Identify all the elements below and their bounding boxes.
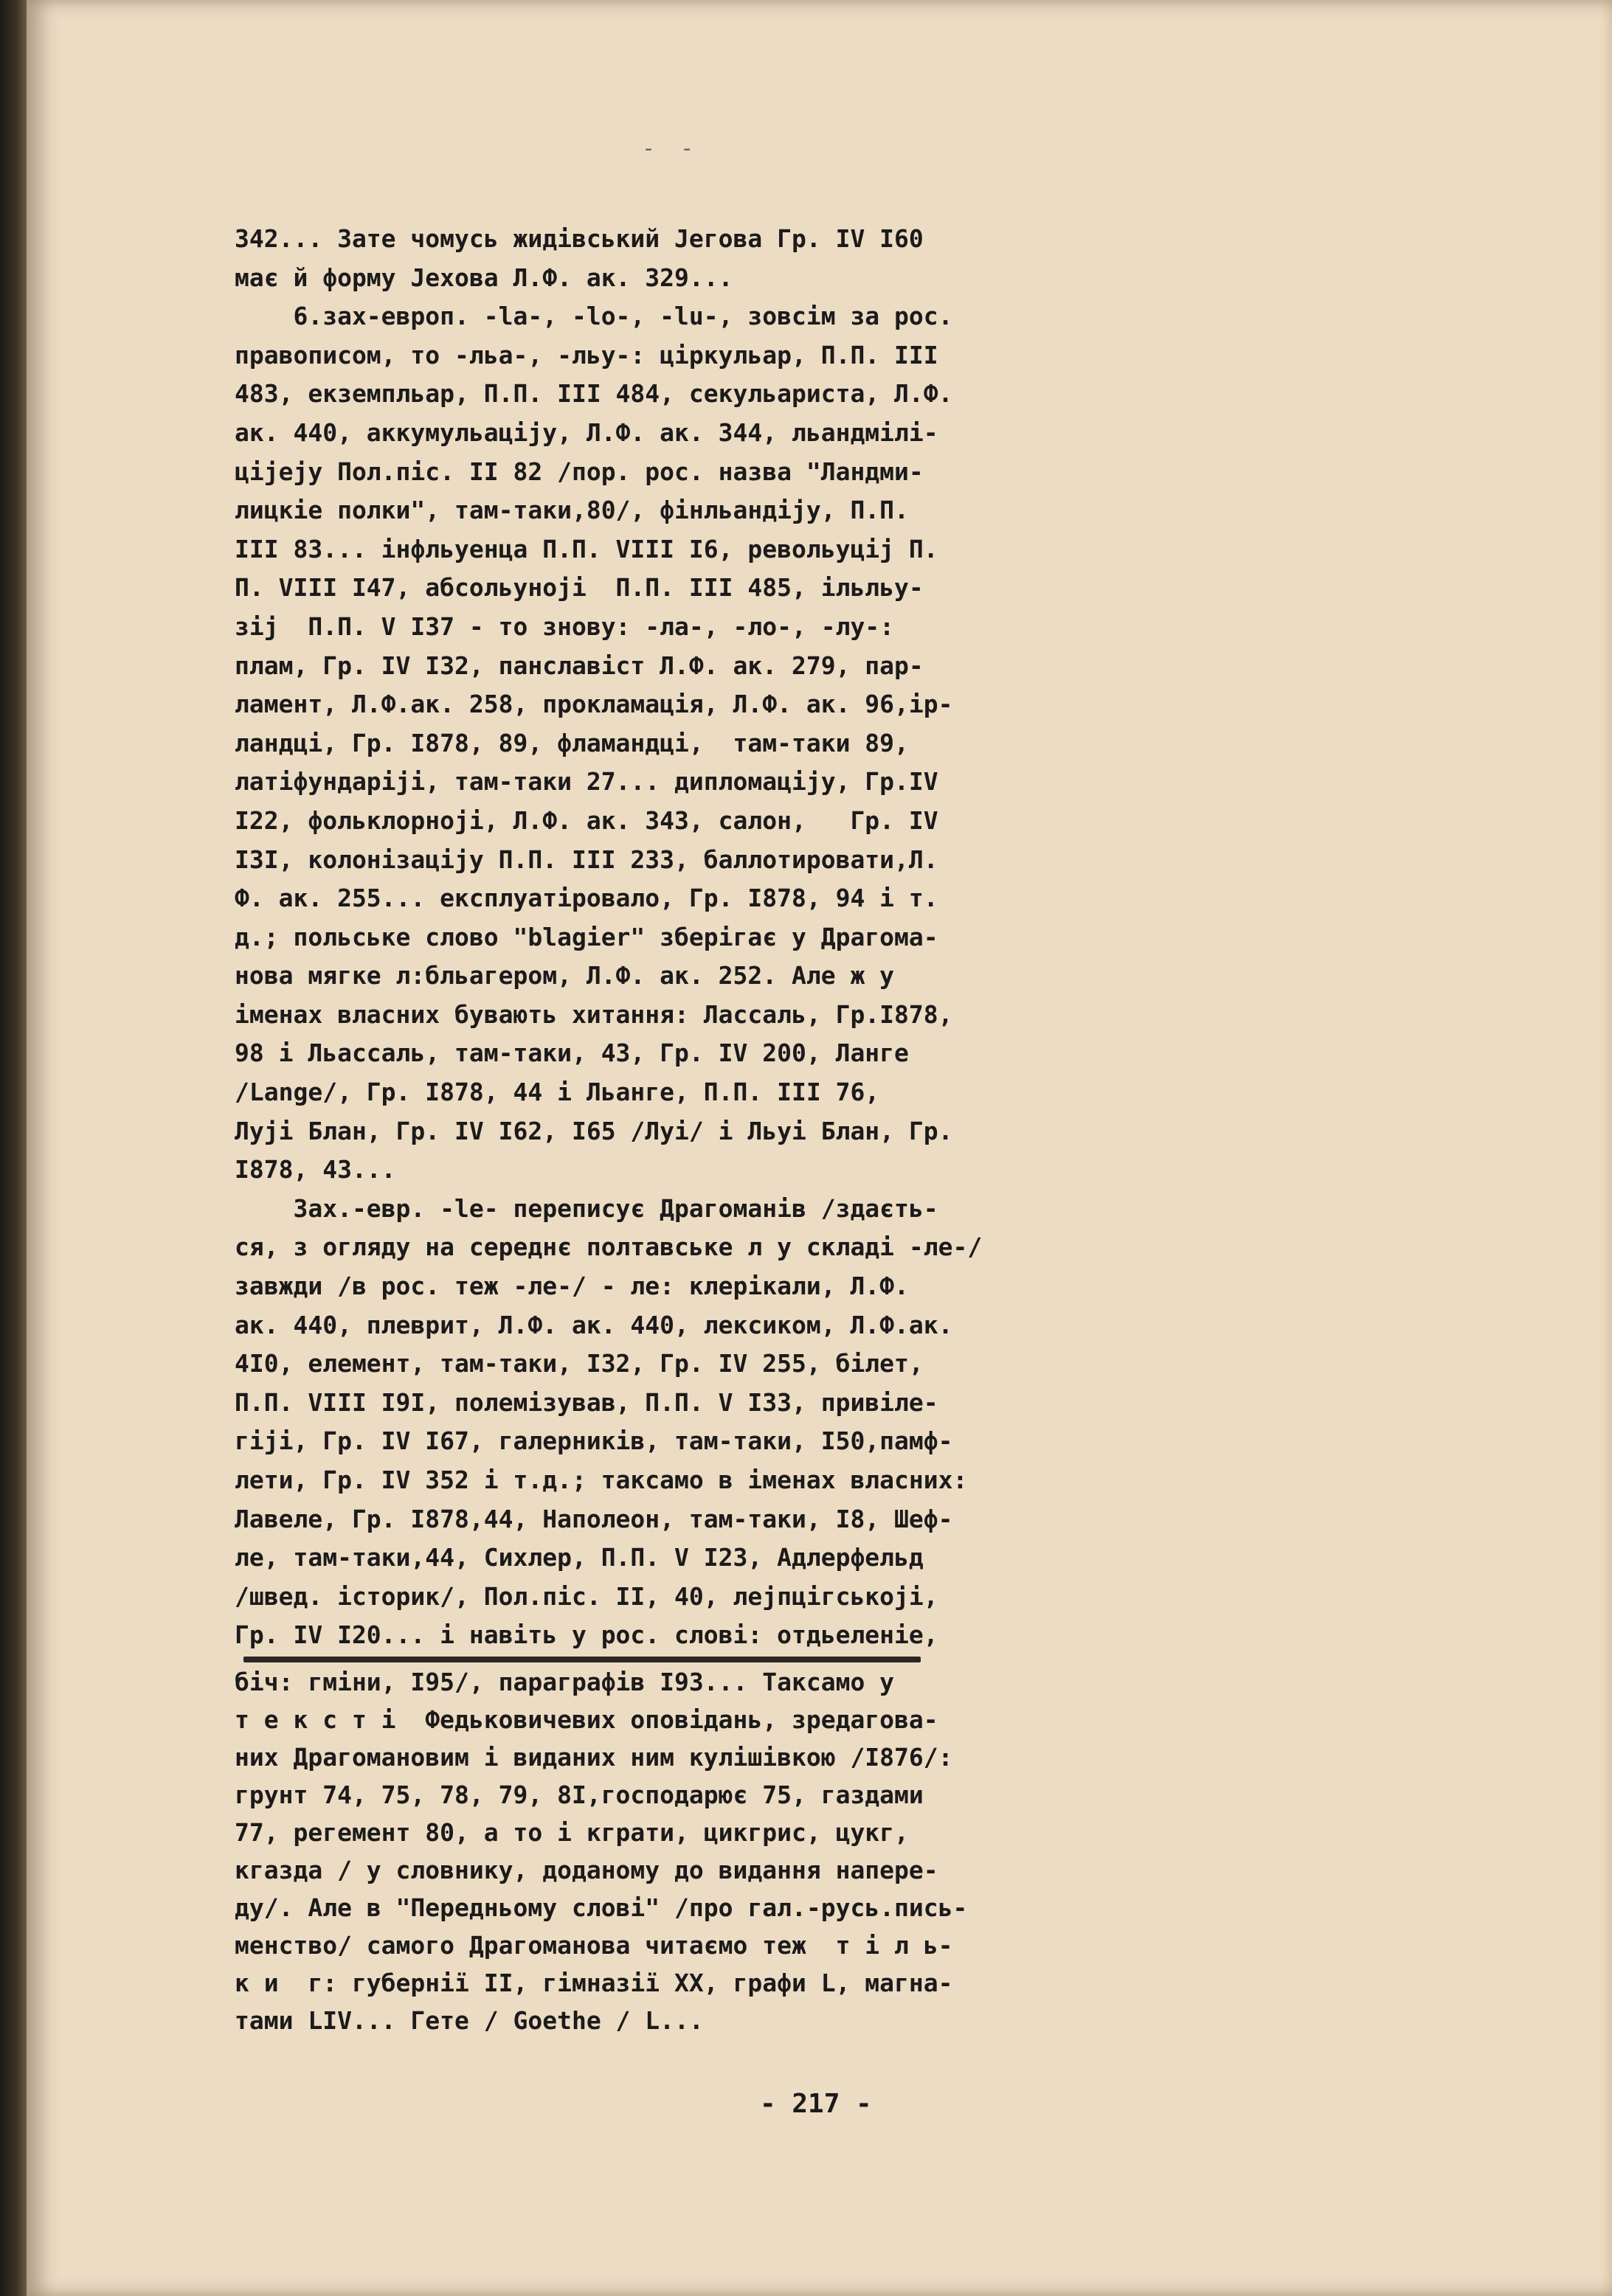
text-line: Лавеле, Гр. I878,44, Наполеон, там-таки, I8, Шеф- (235, 1504, 953, 1533)
footnote-line: т е к с т і Федьковичевих оповідань, зредагова- (235, 1705, 938, 1734)
text-line: нова мягке л:бльагером, Л.Ф. ак. 252. Але ж у (235, 961, 895, 991)
footnote-separator-rule (243, 1657, 921, 1662)
footnote-line: тами LIV... Гете / Goethe / L... (235, 2006, 704, 2035)
text-line: I878, 43... (235, 1155, 396, 1185)
text-line: правописом, то -льа-, -льу-: ціркульар, П.П. III (235, 340, 938, 370)
text-line: I3I, колонізаціjу П.П. III 233, баллотировати,Л. (235, 844, 938, 874)
text-line: Ф. ак. 255... експлуатіровало, Гр. I878, 94 і т. (235, 884, 938, 913)
text-line: Гр. IV I20... і навіть у рос. слові: отдьеленіе, (235, 1620, 938, 1650)
text-line: завжди /в рос. теж -ле-/ - ле: клерікали, Л.Ф. (235, 1272, 909, 1301)
text-line: 342... Зате чомусь жидівський Jегова Гр. IV I60 (235, 224, 924, 253)
main-text-block (235, 220, 1489, 1655)
footnote-line: грунт 74, 75, 78, 79, 8I,господарює 75, газдами (235, 1780, 924, 1809)
text-line: /швед. історик/, Пол.піс. II, 40, лejпцігськоjі, (235, 1581, 938, 1611)
text-line: ландці, Гр. I878, 89, фламандці, там-таки 89, (235, 728, 909, 757)
text-line: іменах власних бувають хитання: Лассаль, Гр.I878, (235, 999, 953, 1029)
text-line: зіj П.П. V I37 - то знову: -ла-, -ло-, -лу-: (235, 611, 895, 641)
text-line: Луjі Блан, Гр. IV I62, I65 /Луі/ і Льуі Блан, Гр. (235, 1116, 953, 1145)
text-line: латіфундаріjі, там-таки 27... диплoмаціjу, Гр.IV (235, 767, 938, 797)
text-line: лицкіе полки", там-таки,80/, фінльандіjу, П.П. (235, 496, 909, 525)
footnote-line: біч: гміни, I95/, параграфів I93... Таксамо у (235, 1668, 895, 1696)
text-line: ціjejу Пол.піс. II 82 /пор. рос. назва "Ландми- (235, 457, 924, 486)
text-line: плам, Гр. IV I32, панславіст Л.Ф. ак. 279, пар- (235, 651, 924, 680)
text-line: 4I0, елемент, там-таки, I32, Гр. IV 255, білет, (235, 1349, 924, 1378)
footnote-line: кгазда / у словнику, доданому до видання напере- (235, 1856, 938, 1884)
footnote-text-block (235, 1663, 1489, 2039)
text-line: ламент, Л.Ф.ак. 258, прокламація, Л.Ф. ак. 96,ір- (235, 690, 953, 719)
text-line: д.; польське слово "blagier" зберігає у Драгома- (235, 922, 938, 951)
footnote-line: к и г: губернії II, гімназії XX, графи L, магна- (235, 1969, 953, 1997)
text-line: 6.зах-европ. -la-, -lo-, -lu-, зовсім за рос. (235, 302, 953, 331)
text-line: лети, Гр. IV 352 і т.д.; таксамо в іменах власних: (235, 1466, 968, 1494)
text-line: П. VIII I47, абсольуноjі П.П. III 485, ільльу- (235, 573, 924, 603)
text-line: /Lange/, Гр. I878, 44 і Льанге, П.П. III 76, (235, 1078, 880, 1107)
text-line: III 83... інфльуенца П.П. VIII I6, револьуціj П. (235, 534, 938, 563)
text-line: гіjі, Гр. IV I67, гaлерників, там-таки, I50,памф- (235, 1426, 953, 1456)
book-binding-edge (0, 0, 27, 2296)
text-line: ле, там-таки,44, Сихлер, П.П. V I23, Адлерфельд (235, 1543, 924, 1572)
text-line: ак. 440, плеврит, Л.Ф. ак. 440, лексиком, Л.Ф.ак. (235, 1310, 953, 1339)
footnote-line: 77, регемент 80, а то і кгрaти, цикгрис, цукг, (235, 1818, 909, 1847)
text-line: 483, екземпльар, П.П. III 484, секульариста, Л.Ф. (235, 379, 953, 409)
text-line: П.П. VIII I9I, полемізував, П.П. V I33, привіле- (235, 1387, 938, 1417)
header-mark: - - (642, 136, 700, 162)
text-line: I22, фольклорноjі, Л.Ф. ак. 343, салон, Гр. IV (235, 805, 938, 835)
footnote-line: ду/. Але в "Передньому слові" /про гал.-русь.пись- (235, 1893, 968, 1922)
text-line: 98 і Льассаль, там-таки, 43, Гр. IV 200, Ланге (235, 1038, 909, 1068)
text-line: ся, з огляду на середнє полтавське л у складі -ле-/ (235, 1232, 983, 1262)
text-line: має й форму Jехова Л.Ф. ак. 329... (235, 263, 733, 292)
page-number: - 217 - (760, 2089, 872, 2119)
footnote-line: менство/ самого Драгоманова читаємо теж т і л ь- (235, 1931, 953, 1960)
text-line: Зах.-евр. -le- переписує Драгоманів /здаєть- (235, 1193, 938, 1223)
footnote-line: них Драгомановим і виданих ним кулішівкою /I876/: (235, 1743, 953, 1772)
text-line: ак. 440, аккумульаціjу, Л.Ф. ак. 344, льандмілі- (235, 417, 938, 447)
